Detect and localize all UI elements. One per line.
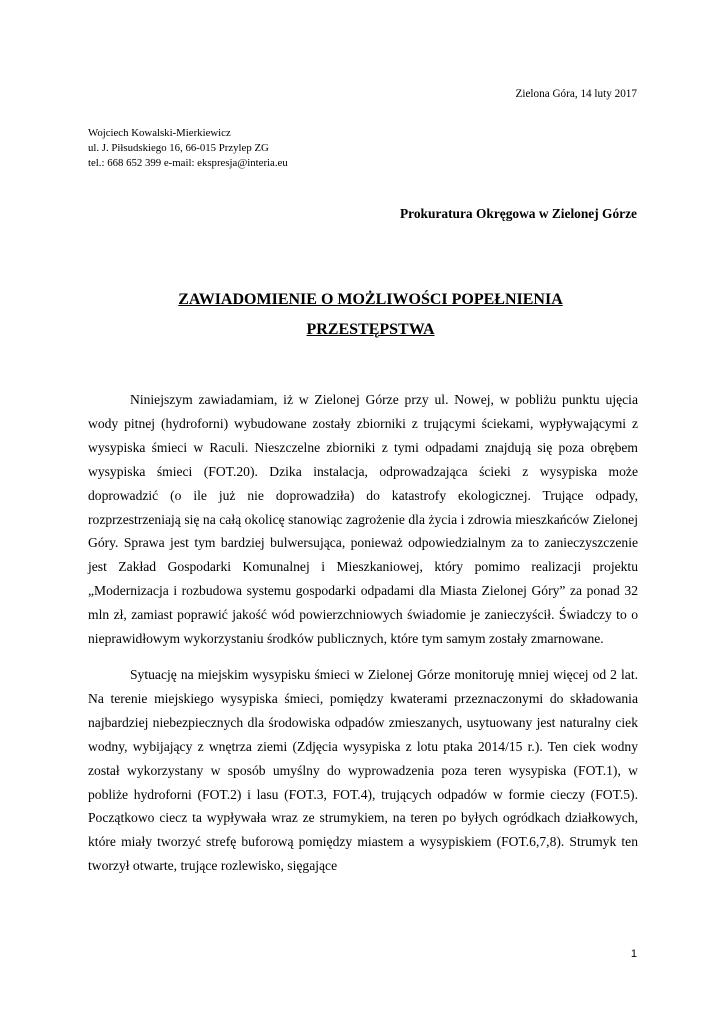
sender-name: Wojciech Kowalski-Mierkiewicz	[88, 127, 231, 139]
document-body	[88, 388, 638, 890]
page-number: 1	[630, 948, 637, 960]
title-line-2: PRZESTĘPSTWA	[306, 321, 435, 338]
body-paragraph-1: Niniejszym zawiadamiam, iż w Zielonej Górze przy ul. Nowej, w pobliżu punktu ujęcia wody pitnej (hydroforni) wybudowane zostały zbiorniki z trującymi ściekami, wypływającymi z wysypiska śmieci w Raculi. Nieszczelne zbiorniki z tymi odpadami znajdują się poza obrębem wysypiska śmieci (FOT.20). Dzika instalacja, odprowadzająca ścieki z wysypiska może doprowadzić (o ile już nie doprowadziła) do katastrofy ekologicznej. Trujące odpady, rozprzestrzeniają się na całą okolicę stanowiąc zagrożenie dla życia i zdrowia mieszkańców Zielonej Góry. Sprawa jest tym bardziej bulwersująca, ponieważ odpowiedzialnym za to zanieczyszczenie jest Zakład Gospodarki Komunalnej i Mieszkaniowej, który pomimo realizacji projektu „Modernizacja i rozbudowa systemu gospodarki odpadami dla Miasta Zielonej Góry” za ponad 32 mln zł, zamiast poprawić jakość wód powierzchniowych świadomie je zanieczyścił. Świadczy to o nieprawidłowym wykorzystaniu środków publicznych, które tym samym zostały zmarnowane.	[88, 392, 638, 647]
body-paragraph-2: Sytuację na miejskim wysypisku śmieci w Zielonej Górze monitoruję mniej więcej od 2 lat. Na terenie miejskiego wysypiska śmieci, pomiędzy kwaterami przeznaczonymi do składowania najbardziej niebezpiecznych dla środowiska odpadów zmieszanych, usytuowany jest naturalny ciek wodny, wybijający z wnętrza ziemi (Zdjęcia wysypiska z lotu ptaka 2014/15 r.). Ten ciek wodny został wykorzystany w sposób umyślny do wyprowadzenia poza teren wysypiska (FOT.1), w pobliże hydroforni (FOT.2) i lasu (FOT.3, FOT.4), trujących odpadów w formie cieczy (FOT.5). Początkowo ciecz ta wypływała wraz ze strumykiem, na teren po byłych ogródkach działkowych, które miały tworzyć strefę buforową pomiędzy miastem a wysypiskiem (FOT.6,7,8). Strumyk ten tworzył otwarte, trujące rozlewisko, sięgające	[88, 666, 638, 874]
sender-address: ul. J. Piłsudskiego 16, 66-015 Przylep ZG	[88, 142, 269, 154]
sender-contact: tel.: 668 652 399 e-mail: ekspresja@interia.eu	[88, 157, 288, 169]
document-title	[88, 285, 637, 345]
recipient: Prokuratura Okręgowa w Zielonej Górze	[399, 206, 637, 221]
letter-date: Zielona Góra, 14 luty 2017	[515, 88, 637, 100]
title-line-1: ZAWIADOMIENIE O MOŻLIWOŚCI POPEŁNIENIA	[178, 291, 563, 308]
sender-block	[88, 126, 288, 171]
